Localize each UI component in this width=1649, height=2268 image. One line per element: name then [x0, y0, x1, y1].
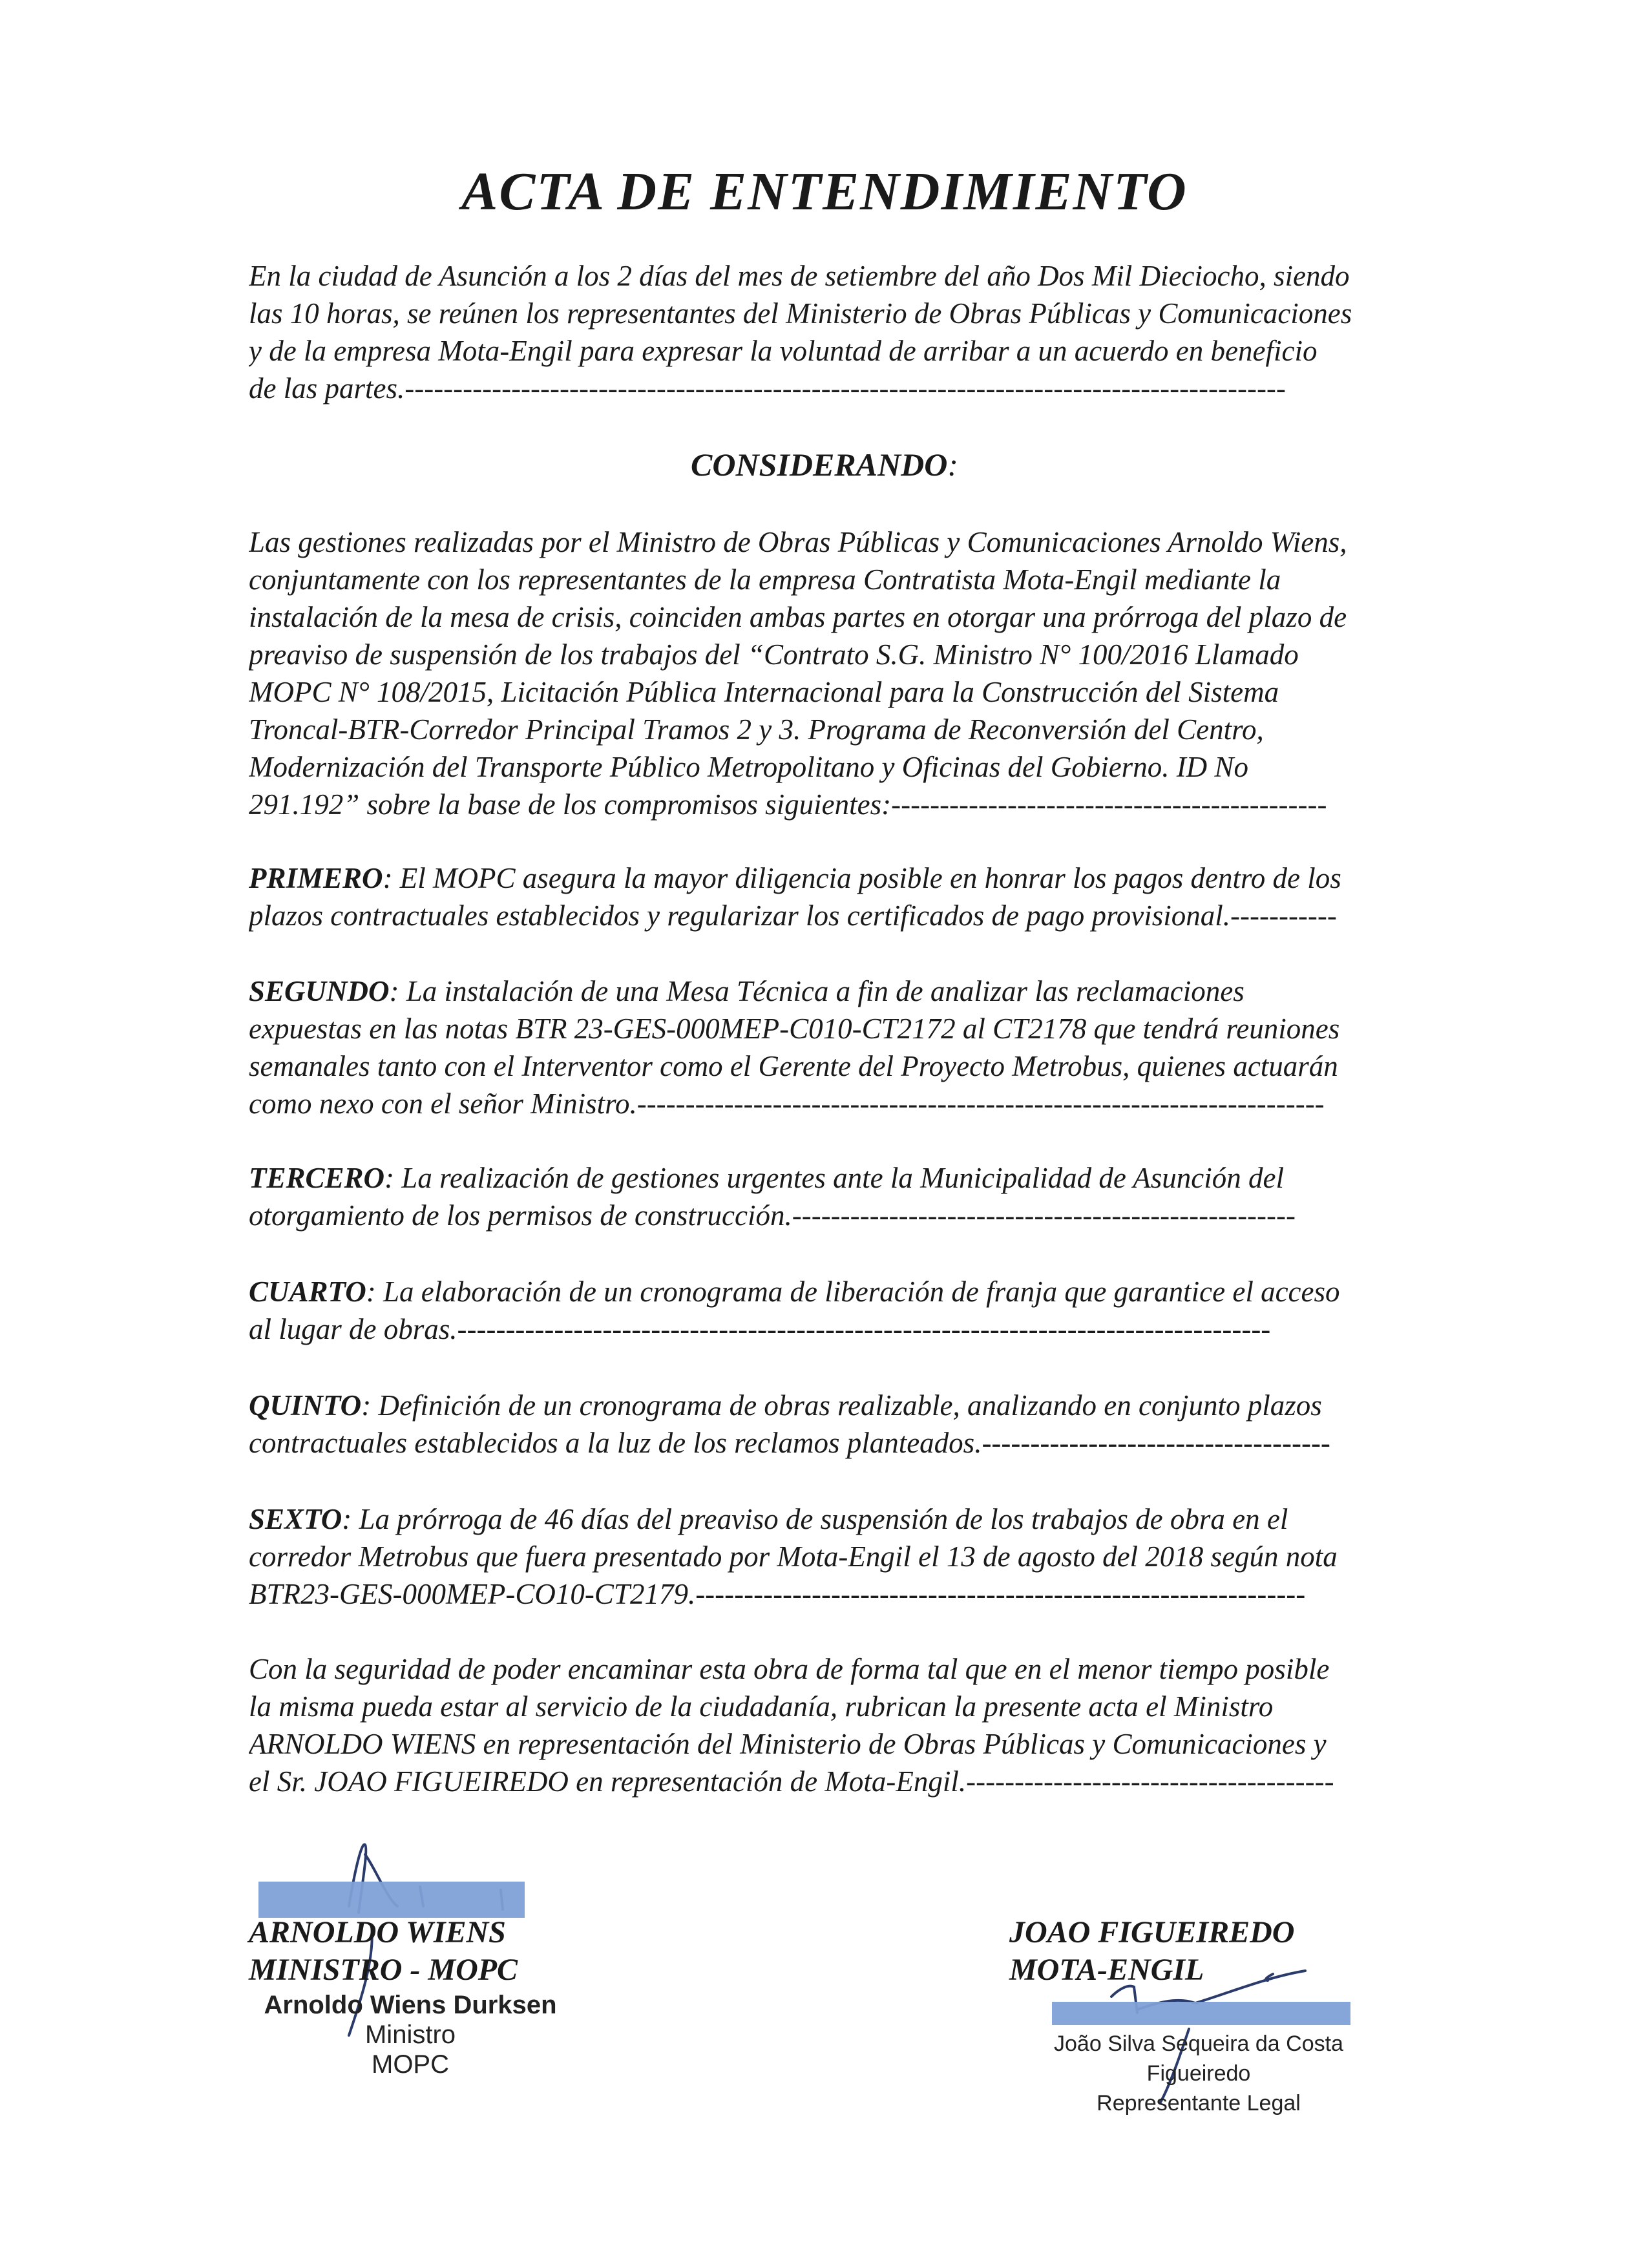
clause-label: QUINTO: [249, 1389, 362, 1422]
closing-line: el Sr. JOAO FIGUEIREDO en representación de Mota-Engil.--------------------------------------: [249, 1765, 1334, 1798]
closing-paragraph: [249, 1650, 1464, 1800]
intro-line: de las partes.-------------------------------------------------------------------------------------------: [249, 372, 1286, 404]
left-signer-role: MINISTRO - MOPC: [249, 1953, 518, 1987]
left-redaction: [258, 1882, 525, 1918]
clause-line: corredor Metrobus que fuera presentado por Mota-Engil el 13 de agosto del 2018 según nota: [249, 1540, 1338, 1573]
closing-line: la misma pueda estar al servicio de la ciudadanía, rubrican la presente acta el Ministro: [249, 1690, 1274, 1723]
clause-segundo: [249, 972, 1464, 1122]
clause-line: [249, 972, 1464, 1010]
closing-line: ARNOLDO WIENS en representación del Ministerio de Obras Públicas y Comunicaciones y: [249, 1728, 1327, 1760]
considerando-paragraph: [249, 523, 1464, 823]
left-stamp: [255, 1990, 565, 2079]
clause-text: : La elaboración de un cronograma de liberación de franja que garantice el acceso: [366, 1276, 1340, 1308]
considerando-line: conjuntamente con los representantes de la empresa Contratista Mota-Engil mediante la: [249, 563, 1281, 596]
closing-line: Con la seguridad de poder encaminar esta obra de forma tal que en el menor tiempo posible: [249, 1653, 1330, 1685]
left-stamp-name: Arnoldo Wiens Durksen: [264, 1991, 557, 2019]
right-signer-name: JOAO FIGUEIREDO: [1009, 1915, 1295, 1949]
clause-quinto: [249, 1387, 1464, 1462]
clause-line: otorgamiento de los permisos de construcción.----------------------------------------------------: [249, 1199, 1296, 1232]
intro-paragraph: [249, 257, 1464, 407]
clause-line: como nexo con el señor Ministro.-----------------------------------------------------------------------: [249, 1087, 1325, 1120]
clause-line: al lugar de obras.------------------------------------------------------------------------------------: [249, 1313, 1271, 1345]
clause-line: [249, 1500, 1464, 1538]
clause-label: TERCERO: [249, 1162, 385, 1194]
considerando-colon: :: [947, 446, 958, 483]
clause-line: [249, 859, 1464, 897]
left-signer-name: ARNOLDO WIENS: [249, 1915, 506, 1949]
considerando-line: 291.192” sobre la base de los compromisos siguientes:---------------------------------------------: [249, 788, 1327, 821]
clause-label: SEXTO: [249, 1503, 342, 1535]
considerando-heading: [0, 446, 1649, 483]
considerando-line: Troncal-BTR-Corredor Principal Tramos 2 y 3. Programa de Reconversión del Centro,: [249, 713, 1264, 746]
left-stamp-org: MOPC: [372, 2050, 449, 2079]
right-stamp-title: Representante Legal: [1097, 2091, 1301, 2116]
considerando-line: MOPC N° 108/2015, Licitación Pública Internacional para la Construcción del Sistema: [249, 676, 1279, 708]
clause-line: expuestas en las notas BTR 23-GES-000MEP-C010-CT2172 al CT2178 que tendrá reuniones: [249, 1013, 1340, 1045]
clause-label: PRIMERO: [249, 862, 383, 894]
considerando-line: instalación de la mesa de crisis, coinciden ambas partes en otorgar una prórroga del plazo de: [249, 601, 1347, 633]
clause-text: : La instalación de una Mesa Técnica a fin de analizar las reclamaciones: [389, 975, 1245, 1007]
clause-line: [249, 1159, 1464, 1197]
left-stamp-title: Ministro: [364, 2021, 456, 2049]
clause-text: : La prórroga de 46 días del preaviso de suspensión de los trabajos de obra en el: [342, 1503, 1288, 1535]
clause-line: BTR23-GES-000MEP-CO10-CT2179.---------------------------------------------------------------: [249, 1578, 1306, 1610]
clause-line: contractuales establecidos a la luz de los reclamos planteados.------------------------------------: [249, 1427, 1330, 1459]
intro-line: las 10 horas, se reúnen los representantes del Ministerio de Obras Públicas y Comunicaciones: [249, 297, 1352, 330]
considerando-line: Modernización del Transporte Público Metropolitano y Oficinas del Gobierno. ID No: [249, 751, 1248, 783]
document-title: ACTA DE ENTENDIMIENTO: [461, 162, 1188, 222]
clause-sexto: [249, 1500, 1464, 1613]
considerando-line: Las gestiones realizadas por el Ministro de Obras Públicas y Comunicaciones Arnoldo Wiens,: [249, 526, 1347, 558]
considerando-line: preaviso de suspensión de los trabajos del “Contrato S.G. Ministro N° 100/2016 Llamado: [249, 638, 1299, 671]
right-signer-role: MOTA-ENGIL: [1009, 1953, 1204, 1987]
clause-label: SEGUNDO: [249, 975, 390, 1007]
intro-line: En la ciudad de Asunción a los 2 días del mes de setiembre del año Dos Mil Dieciocho, siendo: [249, 260, 1350, 292]
clause-line: plazos contractuales establecidos y regularizar los certificados de pago provisional.-----------: [249, 899, 1337, 932]
considerando-label: CONSIDERANDO: [691, 446, 948, 483]
clause-line: semanales tanto con el Interventor como el Gerente del Proyecto Metrobus, quienes actuarán: [249, 1050, 1338, 1082]
clause-text: : El MOPC asegura la mayor diligencia posible en honrar los pagos dentro de los: [383, 862, 1341, 894]
clause-line: [249, 1387, 1464, 1424]
clause-label: CUARTO: [249, 1276, 366, 1308]
clause-cuarto: [249, 1273, 1464, 1348]
left-signature-block: [249, 1914, 518, 1989]
clause-text: : La realización de gestiones urgentes ante la Municipalidad de Asunción del: [384, 1162, 1284, 1194]
intro-line: y de la empresa Mota-Engil para expresar la voluntad de arribar a un acuerdo en beneficio: [249, 335, 1318, 367]
right-stamp: [1011, 2029, 1386, 2118]
clause-tercero: [249, 1159, 1464, 1234]
clause-primero: [249, 859, 1464, 934]
right-stamp-name: João Silva Sequeira da Costa Figueiredo: [1054, 2032, 1343, 2086]
clause-text: : Definición de un cronograma de obras realizable, analizando en conjunto plazos: [361, 1389, 1322, 1422]
clause-line: [249, 1273, 1464, 1310]
right-redaction: [1052, 2002, 1350, 2025]
